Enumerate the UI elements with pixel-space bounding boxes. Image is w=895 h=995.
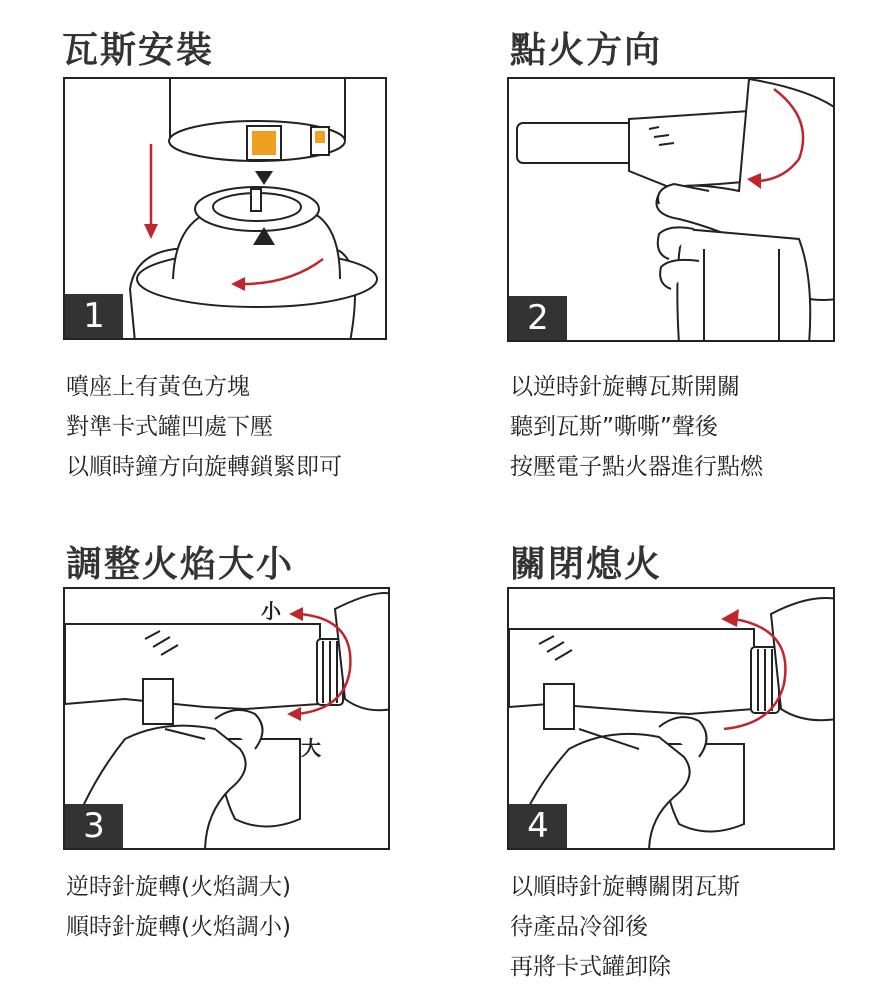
- step-3-number-badge: 3: [65, 804, 123, 848]
- step-2-description: [510, 367, 763, 487]
- step-4-illustration: [507, 587, 835, 850]
- step-1-line-3: 以順時鐘方向旋轉鎖緊即可: [66, 454, 342, 480]
- step-2-line-1: 以逆時針旋轉瓦斯開關: [510, 374, 740, 400]
- step-3-illustration: [63, 587, 390, 850]
- step-3-title: 調整火焰大小: [66, 544, 295, 585]
- step-4-line-3: 再將卡式罐卸除: [510, 954, 671, 980]
- step-1-description: [66, 367, 342, 487]
- step-1-line-2: 對準卡式罐凹處下壓: [66, 414, 273, 440]
- step-2-line-3: 按壓電子點火器進行點燃: [510, 454, 763, 480]
- step-2-number-badge: 2: [509, 296, 567, 340]
- step-2-title: 點火方向: [510, 30, 663, 71]
- step-2-illustration: [507, 77, 835, 342]
- step-4-line-2: 待產品冷卻後: [510, 914, 648, 940]
- step-1-line-1: 噴座上有黃色方塊: [66, 374, 250, 400]
- step-3-line-2: 順時針旋轉(火焰調小): [66, 914, 291, 940]
- step-3-description: [66, 867, 291, 947]
- small-flame-label: 小: [261, 599, 281, 623]
- step-4-description: [510, 867, 740, 987]
- step-2-line-2: 聽到瓦斯”嘶嘶”聲後: [510, 414, 718, 440]
- step-1-title: 瓦斯安裝: [62, 30, 215, 71]
- step-1-illustration: [63, 77, 387, 340]
- large-flame-label: 大: [301, 736, 321, 760]
- step-1-number-badge: 1: [65, 294, 123, 338]
- step-4-number-badge: 4: [509, 804, 567, 848]
- step-3-line-1: 逆時針旋轉(火焰調大): [66, 874, 291, 900]
- step-4-title: 關閉熄火: [510, 544, 663, 585]
- step-4-line-1: 以順時針旋轉關閉瓦斯: [510, 874, 740, 900]
